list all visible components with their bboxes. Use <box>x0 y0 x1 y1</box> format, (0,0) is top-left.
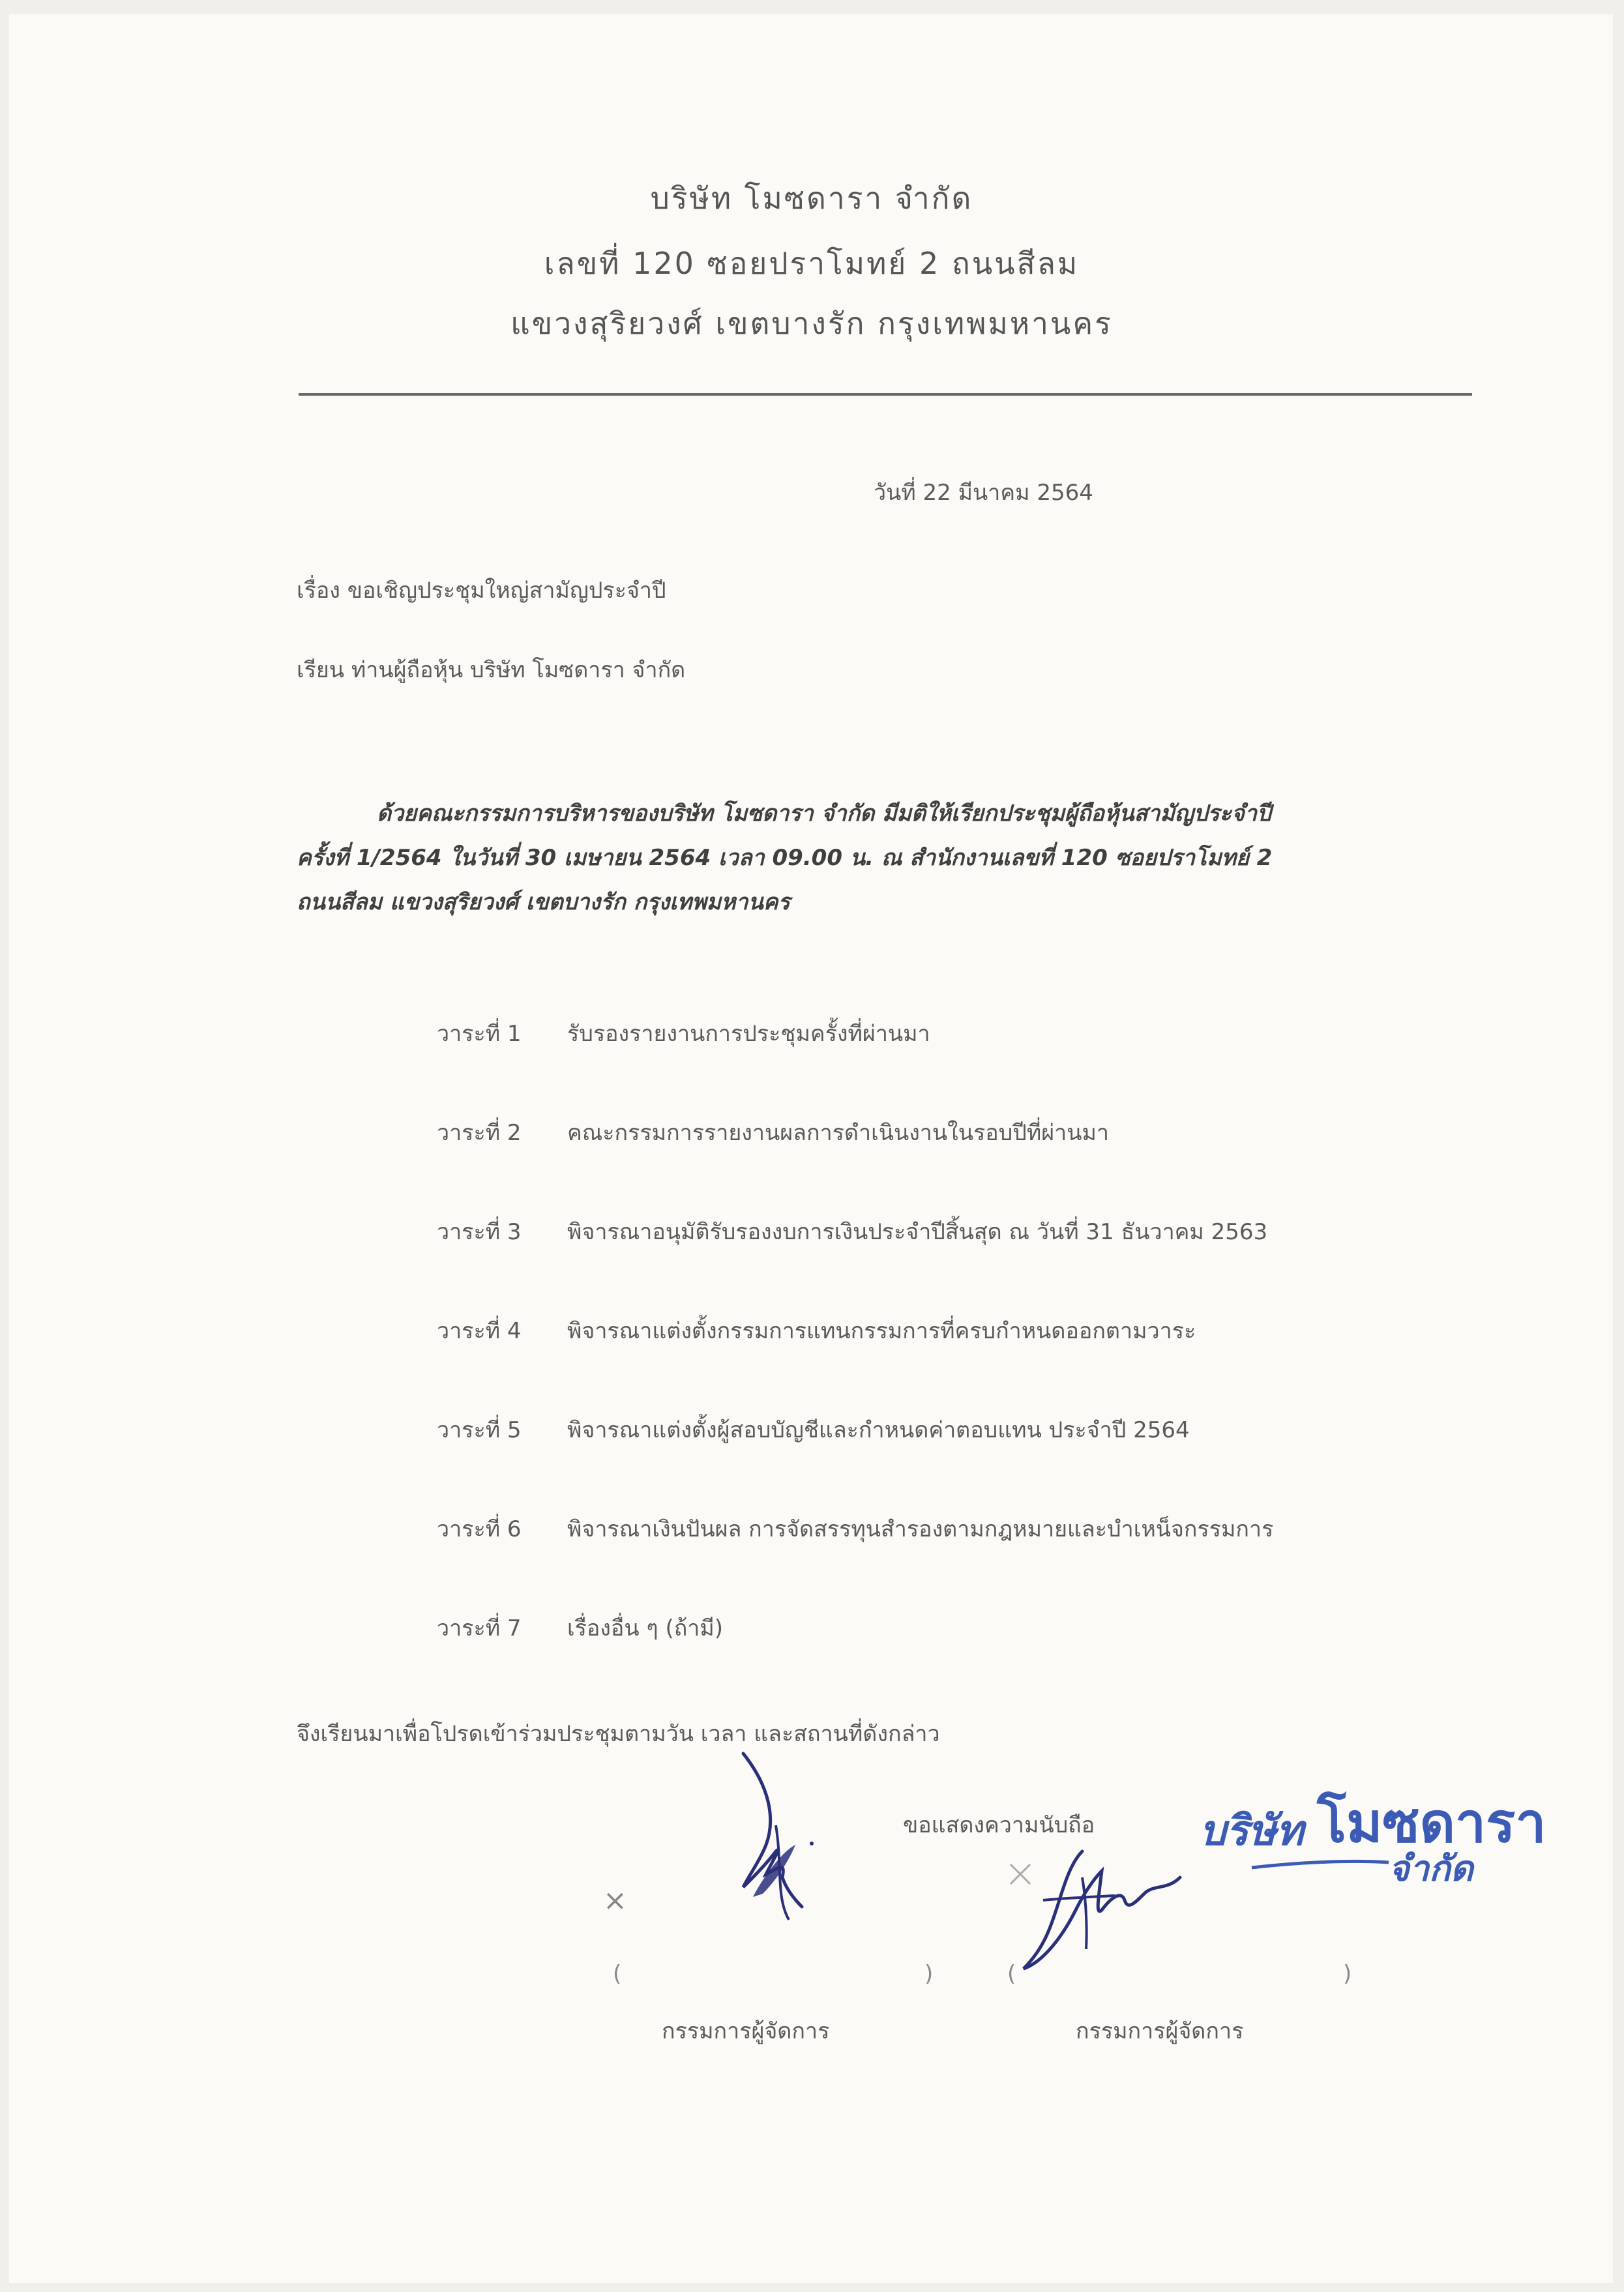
closing-sentence: จึงเรียนมาเพื่อโปรดเข้าร่วมประชุมตามวัน เวลา และสถานที่ดังกล่าว <box>297 1721 940 1747</box>
left-signature-icon <box>704 1747 834 1930</box>
regards-text: ขอแสดงความนับถือ <box>903 1812 1095 1838</box>
agenda-item <box>437 1115 1109 1150</box>
agenda-item <box>437 1511 1273 1546</box>
agenda-number: วาระที่ 7 <box>437 1615 522 1641</box>
left-signatory-title: กรรมการผู้จัดการ <box>662 2018 830 2044</box>
agenda-text: พิจารณาเงินปันผล การจัดสรรทุนสำรองตามกฎหมายและบำเหน็จกรรมการ <box>567 1516 1274 1542</box>
company-address-line2: แขวงสุริยวงศ์ เขตบางรัก กรุงเทพมหานคร <box>510 306 1113 341</box>
agenda-number: วาระที่ 6 <box>437 1516 522 1542</box>
company-stamp-icon <box>1193 1789 1546 1900</box>
left-paren-close: ) <box>924 1961 934 1987</box>
svg-text:จำกัด: จำกัด <box>1389 1847 1473 1889</box>
header-divider <box>299 393 1472 396</box>
svg-text:โมซดารา: โมซดารา <box>1317 1790 1546 1855</box>
agenda-item <box>437 1412 1190 1447</box>
agenda-text: พิจารณาอนุมัติรับรองงบการเงินประจำปีสิ้นสุด ณ วันที่ 31 ธันวาคม 2563 <box>567 1219 1268 1245</box>
agenda-text: รับรองรายงานการประชุมครั้งที่ผ่านมา <box>567 1021 930 1047</box>
right-signatory-title: กรรมการผู้จัดการ <box>1076 2018 1244 2044</box>
letter-subject: เรื่อง ขอเชิญประชุมใหญ่สามัญประจำปี <box>297 578 666 604</box>
agenda-item <box>437 1610 723 1645</box>
agenda-number: วาระที่ 1 <box>437 1021 522 1047</box>
right-paren-open: ( <box>1007 1961 1016 1987</box>
agenda-text: พิจารณาแต่งตั้งกรรมการแทนกรรมการที่ครบกำหนดออกตามวาระ <box>567 1318 1196 1344</box>
svg-text:บริษัท: บริษัท <box>1200 1806 1304 1855</box>
left-x-mark: × <box>603 1884 627 1917</box>
agenda-item <box>437 1214 1267 1249</box>
letter-recipient: เรียน ท่านผู้ถือหุ้น บริษัท โมซดารา จำกัด <box>297 657 686 683</box>
company-name: บริษัท โมซดารา จำกัด <box>650 181 973 216</box>
agenda-number: วาระที่ 3 <box>437 1219 522 1245</box>
agenda-number: วาระที่ 5 <box>437 1417 522 1443</box>
right-paren-close: ) <box>1343 1961 1352 1987</box>
intro-line-1: ด้วยคณะกรรมการบริหารของบริษัท โมซดารา จำกัด มีมติให้เรียกประชุมผู้ถือหุ้นสามัญประจำปี <box>377 801 1271 827</box>
agenda-item <box>437 1016 930 1051</box>
intro-line-3: ถนนสีลม แขวงสุริยวงศ์ เขตบางรัก กรุงเทพมหานคร <box>297 889 790 915</box>
agenda-text: พิจารณาแต่งตั้งผู้สอบบัญชีและกำหนดค่าตอบแทน ประจำปี 2564 <box>567 1417 1190 1443</box>
company-address-line1: เลขที่ 120 ซอยปราโมทย์ 2 ถนนสีลม <box>544 246 1080 281</box>
left-paren-open: ( <box>613 1961 622 1987</box>
agenda-number: วาระที่ 2 <box>437 1120 522 1146</box>
agenda-item <box>437 1313 1196 1348</box>
agenda-text: เรื่องอื่น ๆ (ถ้ามี) <box>567 1615 724 1641</box>
agenda-text: คณะกรรมการรายงานผลการดำเนินงานในรอบปีที่ผ่านมา <box>567 1120 1109 1146</box>
intro-line-2: ครั้งที่ 1/2564 ในวันที่ 30 เมษายน 2564 เวลา 09.00 น. ณ สำนักงานเลขที่ 120 ซอยปราโมทย์ 2 <box>297 845 1273 871</box>
letter-date: วันที่ 22 มีนาคม 2564 <box>874 480 1093 506</box>
agenda-number: วาระที่ 4 <box>437 1318 522 1344</box>
